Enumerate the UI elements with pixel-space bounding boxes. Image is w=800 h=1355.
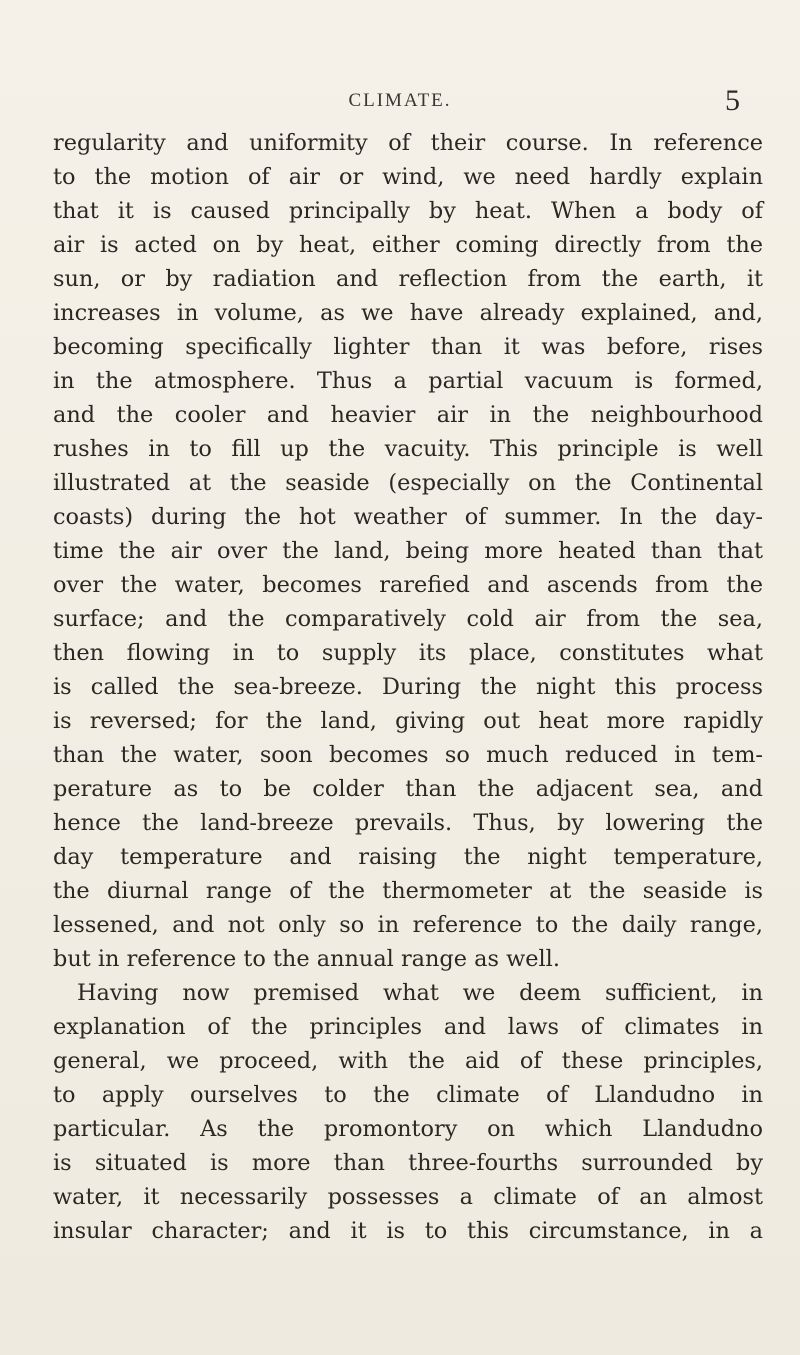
text-line: and the cooler and heavier air in the neighbourhood: [53, 402, 763, 428]
text-line: sun, or by radiation and reflection from the earth, it: [53, 266, 763, 292]
text-line: hence the land-breeze prevails. Thus, by lowering the: [53, 810, 763, 836]
text-line: explanation of the principles and laws of climates in: [53, 1014, 763, 1040]
body-text: [53, 126, 763, 1248]
text-line: is situated is more than three-fourths surrounded by: [53, 1150, 763, 1176]
paragraph-start-line: Having now premised what we deem sufficient, in: [77, 980, 763, 1006]
text-line: in the atmosphere. Thus a partial vacuum is formed,: [53, 368, 763, 394]
page-header: [0, 84, 800, 124]
text-line: becoming specifically lighter than it was before, rises: [53, 334, 763, 360]
text-line: air is acted on by heat, either coming directly from the: [53, 232, 763, 258]
text-line: is reversed; for the land, giving out heat more rapidly: [53, 708, 763, 734]
text-line: is called the sea-breeze. During the night this process: [53, 674, 763, 700]
text-line: to apply ourselves to the climate of Llandudno in: [53, 1082, 763, 1108]
text-line: than the water, soon becomes so much reduced in tem-: [53, 742, 763, 768]
text-line: particular. As the promontory on which Llandudno: [53, 1116, 763, 1142]
text-line: increases in volume, as we have already explained, and,: [53, 300, 763, 326]
text-line: water, it necessarily possesses a climate of an almost: [53, 1184, 763, 1210]
text-line: illustrated at the seaside (especially on the Continental: [53, 470, 763, 496]
text-line: general, we proceed, with the aid of these principles,: [53, 1048, 763, 1074]
text-line: perature as to be colder than the adjacent sea, and: [53, 776, 763, 802]
text-line: the diurnal range of the thermometer at the seaside is: [53, 878, 763, 904]
text-line: to the motion of air or wind, we need hardly explain: [53, 164, 763, 190]
text-line: then flowing in to supply its place, constitutes what: [53, 640, 763, 666]
text-line: insular character; and it is to this circumstance, in a: [53, 1218, 763, 1244]
text-line: coasts) during the hot weather of summer. In the day-: [53, 504, 763, 530]
text-line: surface; and the comparatively cold air from the sea,: [53, 606, 763, 632]
text-line: over the water, becomes rarefied and ascends from the: [53, 572, 763, 598]
text-line: that it is caused principally by heat. When a body of: [53, 198, 763, 224]
text-line: lessened, and not only so in reference to the daily range,: [53, 912, 763, 938]
page-number: 5: [725, 84, 740, 117]
running-head: CLIMATE.: [348, 90, 452, 111]
text-line: day temperature and raising the night temperature,: [53, 844, 763, 870]
text-line: but in reference to the annual range as well.: [53, 946, 560, 972]
text-line: rushes in to fill up the vacuity. This principle is well: [53, 436, 763, 462]
text-line: time the air over the land, being more heated than that: [53, 538, 763, 564]
text-line: regularity and uniformity of their course. In reference: [53, 130, 763, 156]
